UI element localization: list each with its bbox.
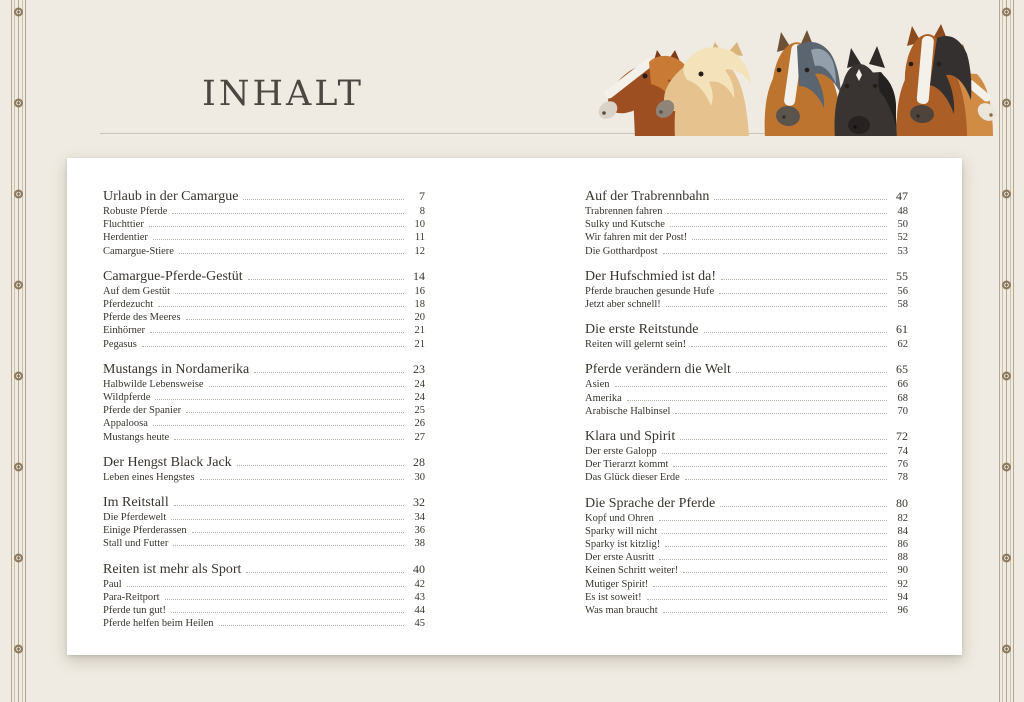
dot-leader: [736, 372, 887, 373]
entry-title: Trabrennen fahren: [585, 206, 663, 217]
page-title: INHALT: [202, 74, 364, 114]
dot-leader: [704, 332, 887, 333]
toc-entry-row: [103, 471, 425, 484]
page-number: 10: [414, 219, 425, 231]
page-number: 94: [897, 591, 908, 603]
dot-leader: [153, 239, 404, 240]
page-number: 50: [897, 219, 908, 231]
toc-entry-row: [585, 392, 908, 405]
toc-section: [585, 188, 908, 258]
entry-title: Pferde helfen beim Heilen: [103, 618, 214, 630]
entry-title: Pferde der Spanier: [103, 405, 182, 417]
toc-entry-row: [585, 378, 908, 391]
toc-section: [103, 361, 425, 444]
entry-title: Jetzt aber schnell!: [585, 299, 661, 311]
toc-entry-row: [585, 405, 908, 418]
dot-leader: [714, 199, 887, 200]
entry-title: Camargue-Stiere: [103, 245, 174, 257]
toc-entry-row: [585, 338, 908, 351]
page-number: 8: [419, 206, 425, 217]
entry-title: Der Hengst Black Jack: [103, 454, 232, 470]
entry-title: Pferde verändern die Welt: [585, 362, 731, 378]
page-number: 20: [414, 312, 425, 324]
toc-entry-row: [585, 551, 908, 564]
entry-title: Appaloosa: [103, 418, 148, 430]
page-number: 11: [414, 232, 425, 244]
toc-chapter-row: [585, 268, 908, 285]
toc-chapter-row: [585, 361, 908, 378]
page-number: 88: [897, 552, 908, 564]
entry-title: Der erste Galopp: [585, 446, 657, 458]
page-number: 14: [413, 268, 425, 283]
toc-entry-row: [103, 205, 425, 218]
right-ornament-border: [998, 0, 1015, 702]
entry-title: Mustangs heute: [103, 431, 170, 443]
page-number: 21: [414, 338, 425, 350]
toc-chapter-row: [103, 361, 425, 378]
dot-leader: [142, 346, 404, 347]
entry-title: Auf dem Gestüt: [103, 285, 171, 297]
page-number: 36: [414, 525, 425, 537]
toc-entry-row: [103, 218, 425, 231]
entry-title: Sparky will nicht: [585, 525, 658, 537]
dot-leader: [171, 612, 404, 613]
toc-section: [585, 268, 908, 311]
dot-leader: [615, 386, 888, 387]
page-number: 84: [897, 525, 908, 537]
toc-section: [585, 495, 908, 618]
dot-leader: [670, 226, 887, 227]
entry-title: Leben eines Hengstes: [103, 471, 195, 483]
entry-title: Einhörner: [103, 325, 145, 337]
page-number: 47: [896, 189, 908, 203]
entry-title: Pferdezucht: [103, 299, 154, 311]
toc-entry-row: [103, 338, 425, 351]
entry-title: Pferde des Meeres: [103, 312, 181, 324]
toc-chapter-row: [103, 188, 425, 205]
horse-bay-blaze-icon: [897, 24, 972, 136]
dot-leader: [692, 239, 887, 240]
dot-leader: [720, 506, 887, 507]
toc-entry-row: [103, 378, 425, 391]
entry-title: Was man braucht: [585, 605, 658, 617]
page-number: 27: [414, 431, 425, 443]
dot-leader: [174, 505, 404, 506]
dot-leader: [186, 412, 404, 413]
toc-entry-row: [103, 524, 425, 537]
page-number: 65: [896, 362, 908, 377]
toc-entry-row: [585, 205, 908, 218]
dot-leader: [663, 253, 887, 254]
page-number: 45: [414, 618, 425, 630]
entry-title: Die erste Reitstunde: [585, 322, 699, 338]
dot-leader: [155, 399, 404, 400]
entry-title: Der Tierarzt kommt: [585, 459, 669, 471]
dot-leader: [666, 306, 887, 307]
page-number: 24: [414, 378, 425, 390]
toc-entry-row: [585, 512, 908, 525]
page-number: 12: [414, 245, 425, 257]
toc-entry-row: [585, 285, 908, 298]
toc-chapter-row: [103, 268, 425, 285]
toc-chapter-row: [103, 494, 425, 511]
entry-title: Klara und Spirit: [585, 429, 676, 445]
toc-section: [103, 494, 425, 551]
toc-entry-row: [585, 231, 908, 244]
page-number: 70: [897, 405, 908, 417]
dot-leader: [647, 599, 887, 600]
dot-leader: [200, 479, 404, 480]
entry-title: Camargue-Pferde-Gestüt: [103, 268, 243, 284]
entry-title: Einige Pferderassen: [103, 525, 187, 537]
entry-title: Der erste Ausritt: [585, 552, 655, 564]
toc-chapter-row: [103, 561, 425, 578]
dot-leader: [662, 453, 887, 454]
toc-entry-row: [103, 431, 425, 444]
dot-leader: [685, 479, 887, 480]
page-number: 26: [414, 418, 425, 430]
page-number: 18: [414, 299, 425, 311]
page-number: 24: [414, 392, 425, 404]
entry-title: Es ist soweit!: [585, 591, 642, 603]
page-number: 62: [897, 339, 908, 351]
page-number: 48: [897, 206, 908, 217]
toc-entry-row: [103, 604, 425, 617]
horse-dark-bay-icon: [835, 46, 897, 136]
page-number: 52: [897, 232, 908, 244]
dot-leader: [662, 533, 887, 534]
dot-leader: [683, 572, 887, 573]
dot-leader: [237, 465, 404, 466]
page-number: 16: [414, 285, 425, 297]
toc-column: [585, 188, 908, 617]
entry-title: Herdentier: [103, 232, 148, 244]
dot-leader: [673, 466, 887, 467]
toc-entry-row: [585, 245, 908, 258]
entry-title: Para-Reitport: [103, 591, 160, 603]
dot-leader: [659, 559, 887, 560]
toc-section: [103, 268, 425, 351]
entry-title: Die Pferdewelt: [103, 512, 167, 524]
dot-leader: [691, 346, 887, 347]
page-number: 72: [896, 429, 908, 444]
toc-entry-row: [585, 525, 908, 538]
toc-entry-row: [103, 404, 425, 417]
toc-section: [103, 188, 425, 258]
entry-title: Das Glück dieser Erde: [585, 472, 680, 484]
page-number: 86: [897, 539, 908, 551]
left-ornament-border: [10, 0, 27, 702]
page-number: 38: [414, 538, 425, 550]
entry-title: Reiten ist mehr als Sport: [103, 561, 242, 577]
page-number: 21: [414, 325, 425, 337]
dot-leader: [186, 319, 404, 320]
dot-leader: [158, 306, 404, 307]
toc-entry-row: [103, 617, 425, 630]
toc-entry-row: [103, 591, 425, 604]
dot-leader: [172, 213, 404, 214]
page-number: 61: [896, 322, 908, 337]
dot-leader: [248, 279, 404, 280]
page-number: 68: [897, 392, 908, 404]
dot-leader: [675, 413, 887, 414]
toc-entry-row: [103, 245, 425, 258]
entry-title: Mustangs in Nordamerika: [103, 361, 250, 377]
toc-entry-row: [103, 511, 425, 524]
dot-leader: [179, 253, 404, 254]
toc-section: [585, 428, 908, 485]
toc-entry-row: [103, 578, 425, 591]
toc-section: [585, 321, 908, 351]
dot-leader: [243, 199, 404, 200]
entry-title: Wildpferde: [103, 392, 151, 404]
dot-leader: [721, 279, 887, 280]
entry-title: Reiten will gelernt sein!: [585, 339, 687, 351]
toc-entry-row: [585, 458, 908, 471]
toc-section: [103, 561, 425, 631]
page-number: 74: [897, 446, 908, 458]
page-number: 92: [897, 578, 908, 590]
dot-leader: [665, 546, 887, 547]
toc-chapter-row: [585, 321, 908, 338]
entry-title: Wir fahren mit der Post!: [585, 232, 688, 244]
entry-title: Urlaub in der Camargue: [103, 189, 239, 204]
page-number: 44: [414, 605, 425, 617]
entry-title: Im Reitstall: [103, 495, 169, 511]
toc-entry-row: [103, 231, 425, 244]
page-number: 82: [897, 512, 908, 524]
entry-title: Paul: [103, 578, 122, 590]
entry-title: Mutiger Spirit!: [585, 578, 649, 590]
dot-leader: [127, 586, 404, 587]
page-number: 43: [414, 591, 425, 603]
dot-leader: [627, 400, 887, 401]
entry-title: Stall und Futter: [103, 538, 169, 550]
toc-column: [103, 188, 425, 630]
toc-entry-row: [103, 537, 425, 550]
entry-title: Pegasus: [103, 338, 137, 350]
page-number: 66: [897, 379, 908, 391]
dot-leader: [667, 213, 887, 214]
entry-title: Kopf und Ohren: [585, 512, 654, 524]
page-number: 42: [414, 578, 425, 590]
dot-leader: [254, 372, 404, 373]
page-number: 56: [897, 285, 908, 297]
page-number: 40: [413, 561, 425, 576]
dot-leader: [175, 293, 404, 294]
page-number: 53: [897, 245, 908, 257]
entry-title: Robuste Pferde: [103, 206, 168, 217]
page-number: 30: [414, 471, 425, 483]
entry-title: Fluchttier: [103, 219, 144, 231]
page-number: 96: [897, 605, 908, 617]
toc-chapter-row: [585, 188, 908, 205]
entry-title: Amerika: [585, 392, 622, 404]
page-number: 78: [897, 472, 908, 484]
toc-entry-row: [103, 391, 425, 404]
page-number: 76: [897, 459, 908, 471]
dot-leader: [246, 572, 404, 573]
toc-chapter-row: [585, 428, 908, 445]
toc-entry-row: [585, 538, 908, 551]
entry-title: Keinen Schritt weiter!: [585, 565, 679, 577]
toc-entry-row: [103, 311, 425, 324]
dot-leader: [209, 386, 404, 387]
toc-entry-row: [585, 218, 908, 231]
dot-leader: [192, 532, 404, 533]
toc-entry-row: [585, 564, 908, 577]
page-number: 23: [413, 361, 425, 376]
page-number: 25: [414, 405, 425, 417]
page-number: 34: [414, 512, 425, 524]
horse-heads-illustration: [596, 18, 998, 136]
toc-entry-row: [585, 298, 908, 311]
entry-title: Sulky und Kutsche: [585, 219, 665, 231]
entry-title: Die Sprache der Pferde: [585, 495, 716, 511]
dot-leader: [150, 332, 404, 333]
page-number: 28: [413, 454, 425, 469]
page-number: 90: [897, 565, 908, 577]
toc-chapter-row: [103, 454, 425, 471]
page-number: 32: [413, 495, 425, 510]
toc-section: [103, 454, 425, 484]
entry-title: Arabische Halbinsel: [585, 405, 671, 417]
toc-entry-row: [585, 578, 908, 591]
dot-leader: [680, 439, 887, 440]
dot-leader: [173, 545, 404, 546]
entry-title: Auf der Trabrennbahn: [585, 189, 710, 204]
dot-leader: [153, 425, 404, 426]
entry-title: Halbwilde Lebensweise: [103, 378, 204, 390]
toc-entry-row: [585, 471, 908, 484]
entry-title: Pferde tun gut!: [103, 605, 166, 617]
toc-entry-row: [585, 445, 908, 458]
dot-leader: [719, 293, 887, 294]
dot-leader: [219, 625, 405, 626]
entry-title: Die Gotthardpost: [585, 245, 658, 257]
toc-panel: [67, 158, 962, 655]
page-number: 7: [419, 189, 425, 203]
toc-entry-row: [103, 417, 425, 430]
dot-leader: [171, 519, 404, 520]
toc-entry-row: [103, 298, 425, 311]
horse-golden-bay-icon: [765, 30, 843, 136]
toc-entry-row: [103, 324, 425, 337]
page-number: 58: [897, 299, 908, 311]
page-number: 55: [896, 268, 908, 283]
page-number: 80: [896, 495, 908, 510]
entry-title: Asien: [585, 379, 610, 391]
entry-title: Pferde brauchen gesunde Hufe: [585, 285, 715, 297]
entry-title: Sparky ist kitzlig!: [585, 539, 661, 551]
dot-leader: [165, 599, 404, 600]
toc-entry-row: [585, 591, 908, 604]
entry-title: Der Hufschmied ist da!: [585, 268, 717, 284]
toc-section: [585, 361, 908, 418]
dot-leader: [663, 612, 887, 613]
dot-leader: [659, 520, 887, 521]
dot-leader: [653, 586, 887, 587]
toc-entry-row: [585, 604, 908, 617]
dot-leader: [149, 226, 404, 227]
dot-leader: [174, 439, 404, 440]
toc-chapter-row: [585, 495, 908, 512]
toc-entry-row: [103, 285, 425, 298]
